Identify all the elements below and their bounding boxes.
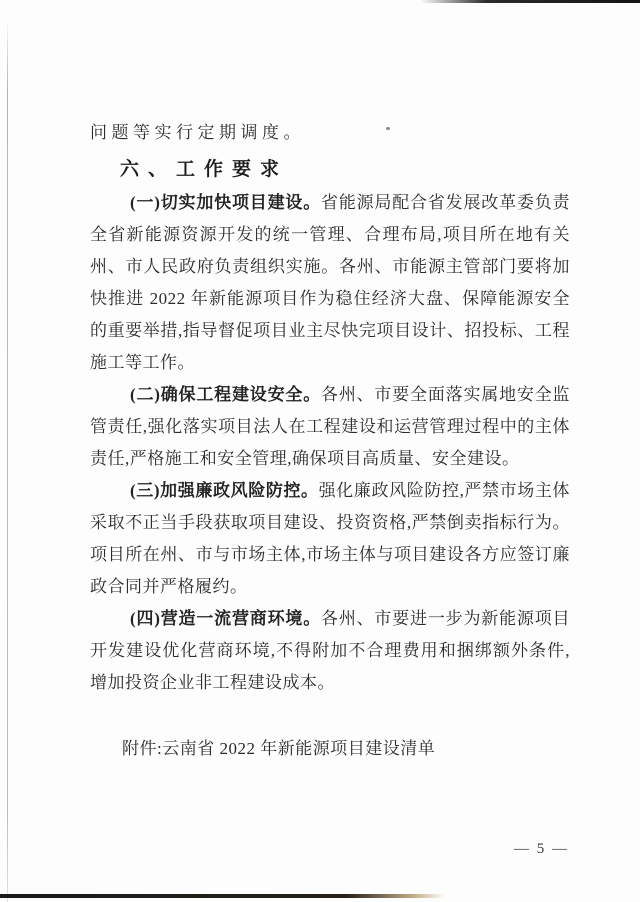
paragraph-1 <box>90 187 570 379</box>
section-heading: 六、工作要求 <box>120 159 289 180</box>
paragraph-3-lead: (三)加强廉政风险防控。 <box>130 481 319 500</box>
paragraph-2-lead: (二)确保工程建设安全。 <box>130 385 322 404</box>
paragraph-3 <box>90 475 570 603</box>
paragraph-4-text: 各州、市要进一步为新能源项目开发建设优化营商环境,不得附加不合理费用和捆绑额外条件,增加投资企业非工程建设成本。 <box>90 609 571 692</box>
paragraph-4-lead: (四)营造一流营商环境。 <box>130 609 322 628</box>
paragraph-3-text: 强化廉政风险防控,严禁市场主体采取不正当手段获取项目建设、投资资格,严禁倒卖指标行为。项目所在州、市与市场主体,市场主体与项目建设各方应签订廉政合同并严格履约。 <box>90 481 570 596</box>
page-number: — 5 — <box>514 841 569 857</box>
attachment-line: 附件:云南省 2022 年新能源项目建设清单 <box>122 739 436 758</box>
paragraph-1-text: 省能源局配合省发展改革委负责全省新能源资源开发的统一管理、合理布局,项目所在地有关州、市人民政府负责组织实施。各州、市能源主管部门要将加快推进 2022 年新能源项目作为稳住经济大盘、保障能源安全的重要举措,指导督促项目业主尽快完项目设计、招投标、工程施工等工作。 <box>90 193 571 372</box>
paragraph-2-text: 各州、市要全面落实属地安全监管责任,强化落实项目法人在工程建设和运营管理过程中的主体责任,严格施工和安全管理,确保项目高质量、安全建设。 <box>90 385 571 468</box>
scan-edge-bottom-artifact <box>0 894 445 898</box>
paragraph-1-lead: (一)切实加快项目建设。 <box>130 193 322 212</box>
paragraph-4 <box>90 603 570 699</box>
paragraph-2 <box>90 379 570 475</box>
document-body <box>90 0 570 765</box>
carry-over-text: 问题等实行定期调度。 <box>90 123 305 142</box>
scan-fold-line-artifact <box>7 18 8 902</box>
